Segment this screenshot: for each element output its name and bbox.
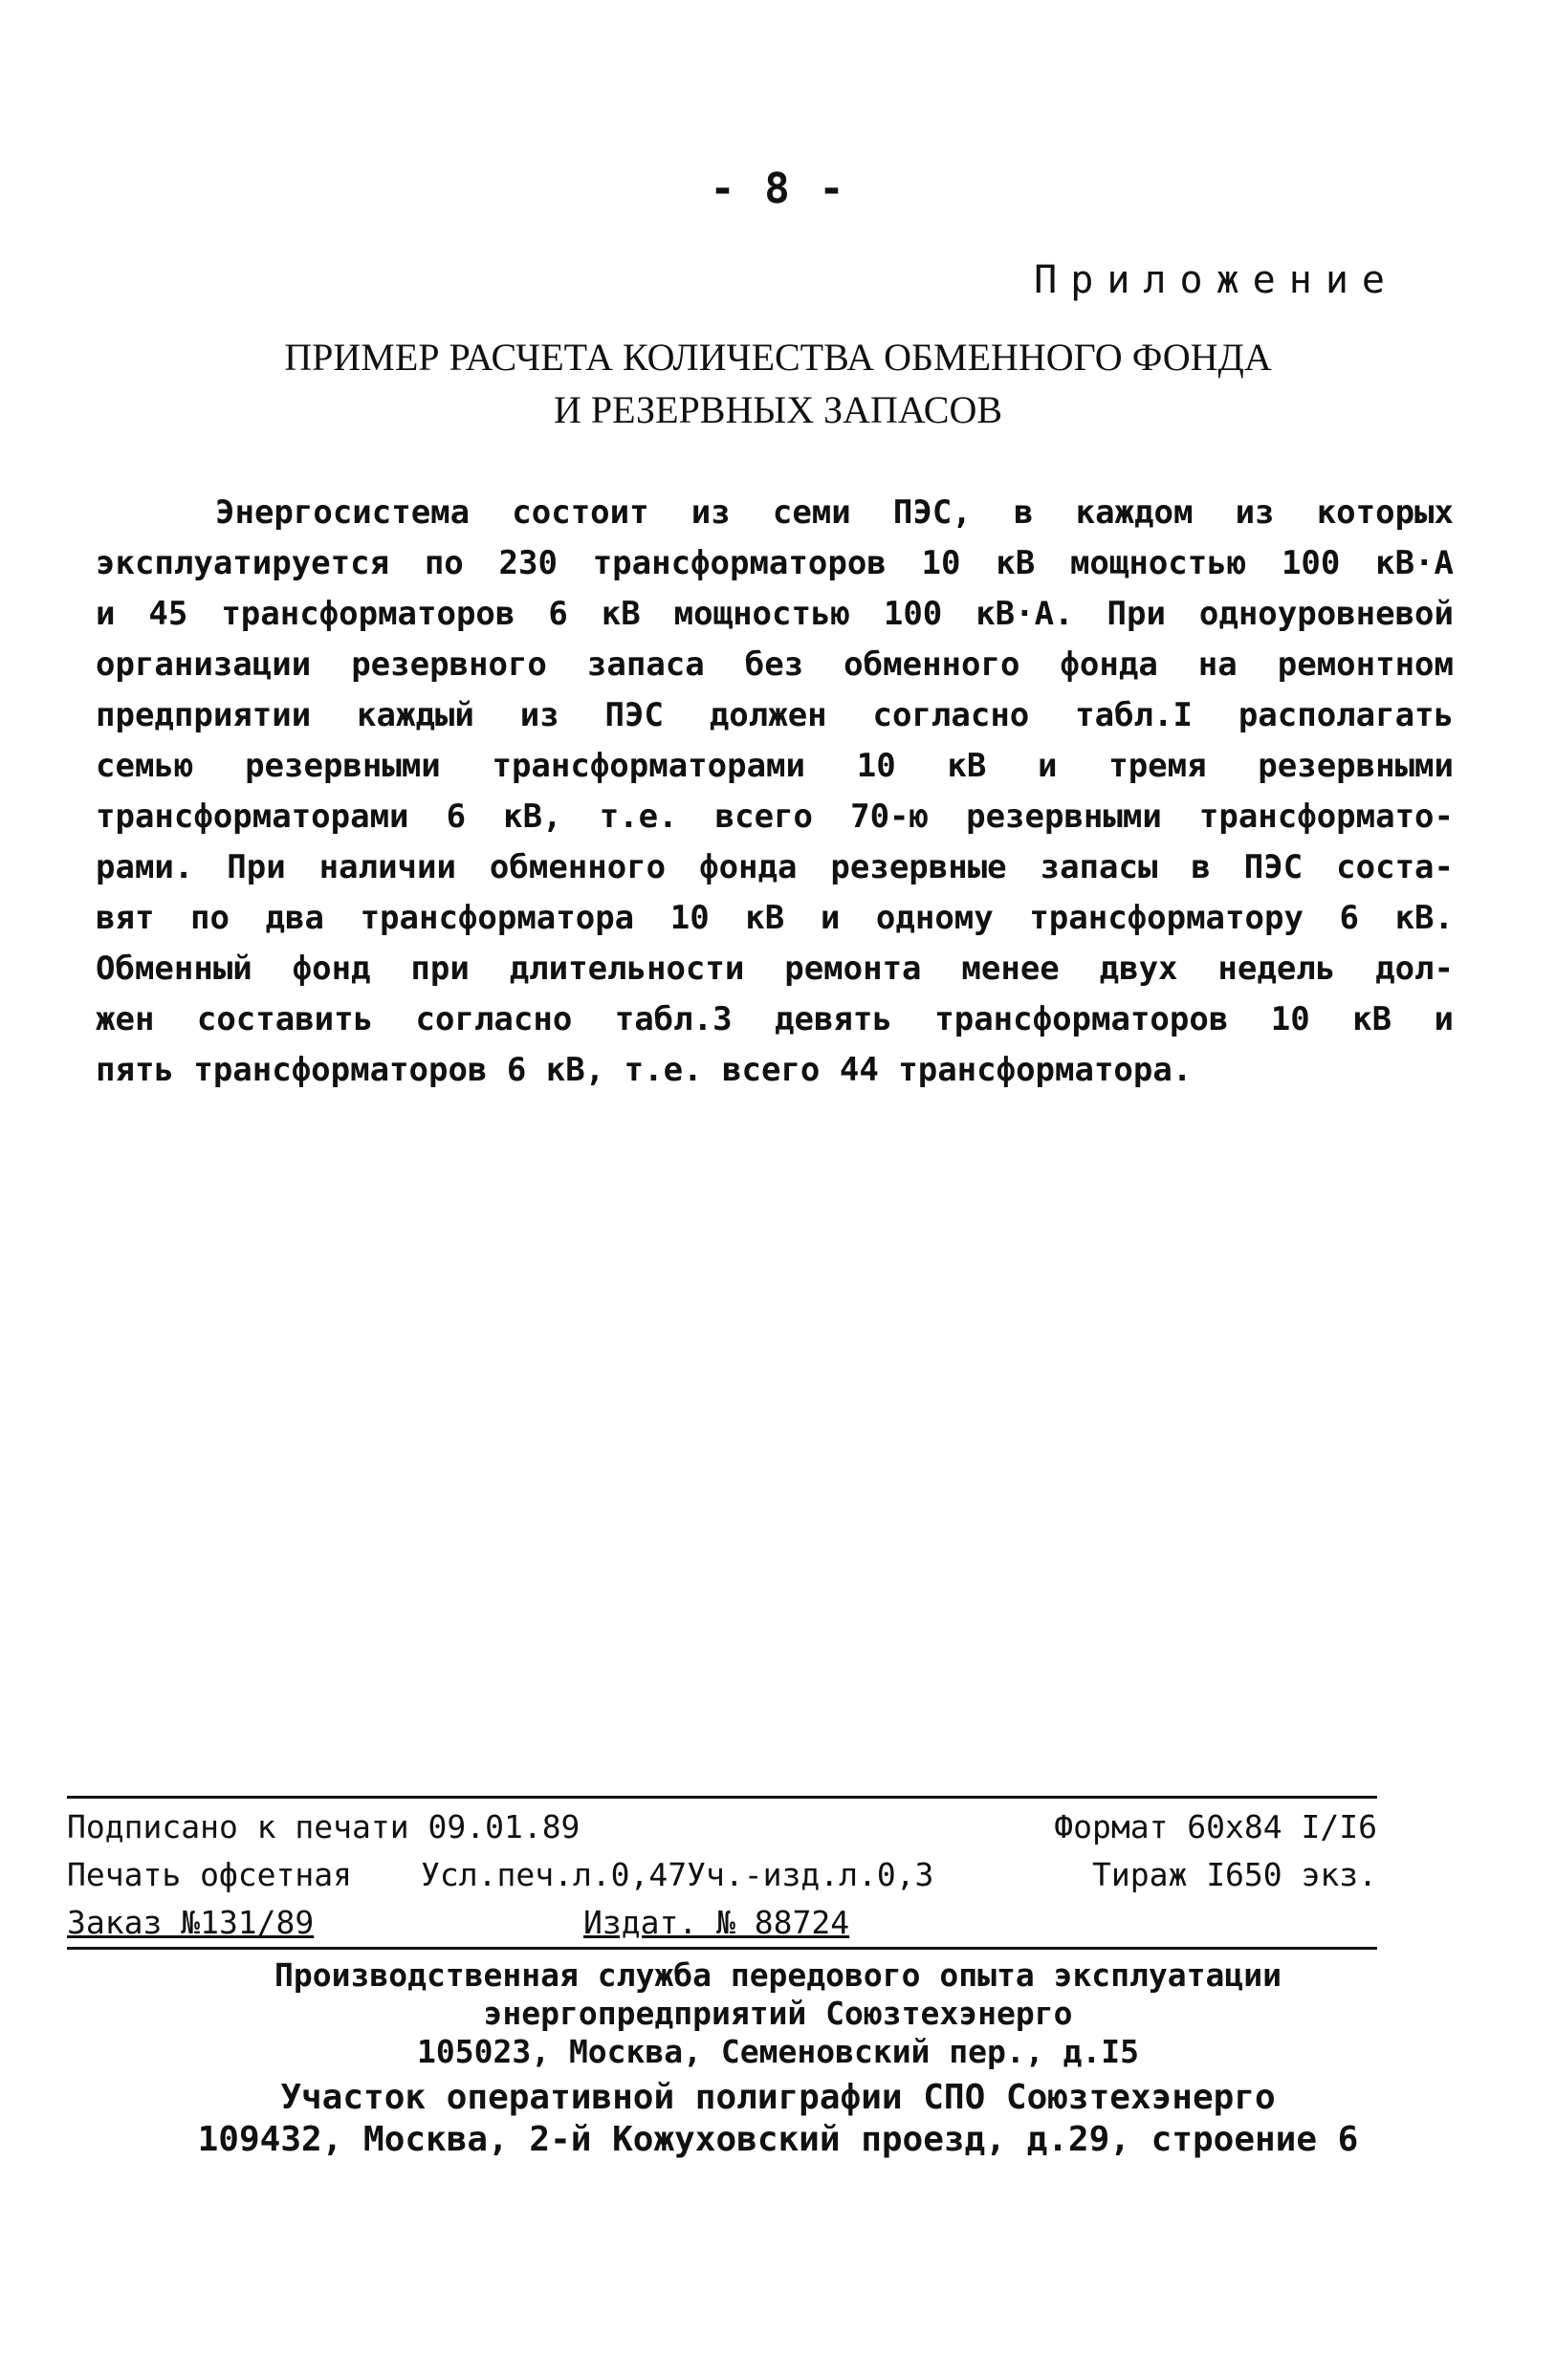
body-line: пять трансформаторов 6 кВ, т.е. всего 44 трансформатора. bbox=[96, 1051, 1193, 1089]
sheet-count: Усл.печ.л.0,47Уч.-изд.л.0,3 bbox=[421, 1856, 934, 1893]
body-line: организации резервного запаса без обменного фонда на ремонтном bbox=[96, 645, 1454, 684]
body-line: трансформаторами 6 кВ, т.е. всего 70-ю резервными трансформато- bbox=[96, 797, 1454, 836]
body-line: эксплуатируется по 230 трансформаторов 10 кВ мощностью 100 кВ·А bbox=[96, 544, 1454, 582]
body-line: жен составить согласно табл.3 девять трансформаторов 10 кВ и bbox=[96, 1000, 1454, 1038]
print-run: Тираж I650 экз. bbox=[1091, 1856, 1377, 1893]
body-line: вят по два трансформатора 10 кВ и одному трансформатору 6 кВ. bbox=[96, 899, 1454, 937]
imprint-row-signed bbox=[67, 1805, 1377, 1849]
order-number: Заказ №131/89 bbox=[67, 1904, 315, 1941]
print-type: Печать офсетная bbox=[67, 1856, 353, 1893]
body-line: предприятии каждый из ПЭС должен согласно табл.I располагать bbox=[96, 696, 1454, 734]
document-title-line-1: ПРИМЕР РАСЧЕТА КОЛИЧЕСТВА ОБМЕННОГО ФОНДА bbox=[284, 336, 1272, 379]
publisher-block bbox=[0, 1956, 1556, 2071]
publication-number: Издат. № 88724 bbox=[583, 1904, 850, 1941]
appendix-label: Приложение bbox=[1034, 258, 1398, 302]
publisher-organization: энергопредприятий Союзтехэнерго bbox=[483, 1995, 1073, 2032]
printer-name: Участок оперативной полиграфии СПО Союзтехэнерго bbox=[280, 2078, 1276, 2117]
imprint-row-order bbox=[67, 1901, 1377, 1945]
body-line: и 45 трансформаторов 6 кВ мощностью 100 кВ·А. При одноуровневой bbox=[96, 595, 1454, 633]
publisher-address: 105023, Москва, Семеновский пер., д.I5 bbox=[417, 2033, 1139, 2070]
body-paragraph bbox=[96, 488, 1454, 1096]
imprint-top-rule bbox=[67, 1796, 1377, 1799]
document-title-line-2: И РЕЗЕРВНЫХ ЗАПАСОВ bbox=[553, 388, 1003, 431]
imprint-row-print bbox=[67, 1853, 1377, 1897]
page-number: - 8 - bbox=[710, 164, 846, 213]
imprint-bottom-rule bbox=[67, 1947, 1377, 1950]
body-line: рами. При наличии обменного фонда резервные запасы в ПЭС соста- bbox=[96, 848, 1454, 886]
body-line: Энергосистема состоит из семи ПЭС, в каждом из которых bbox=[215, 493, 1454, 532]
printer-address: 109432, Москва, 2-й Кожуховский проезд, д.29, строение 6 bbox=[197, 2120, 1359, 2159]
printer-block bbox=[0, 2077, 1556, 2161]
publisher-name: Производственная служба передового опыта эксплуатации bbox=[274, 1956, 1282, 1994]
signed-date: Подписано к печати 09.01.89 bbox=[67, 1808, 581, 1845]
paper-format: Формат 60х84 I/I6 bbox=[1054, 1808, 1377, 1845]
body-line: Обменный фонд при длительности ремонта менее двух недель дол- bbox=[96, 950, 1454, 988]
body-line: семью резервными трансформаторами 10 кВ и тремя резервными bbox=[96, 747, 1454, 785]
